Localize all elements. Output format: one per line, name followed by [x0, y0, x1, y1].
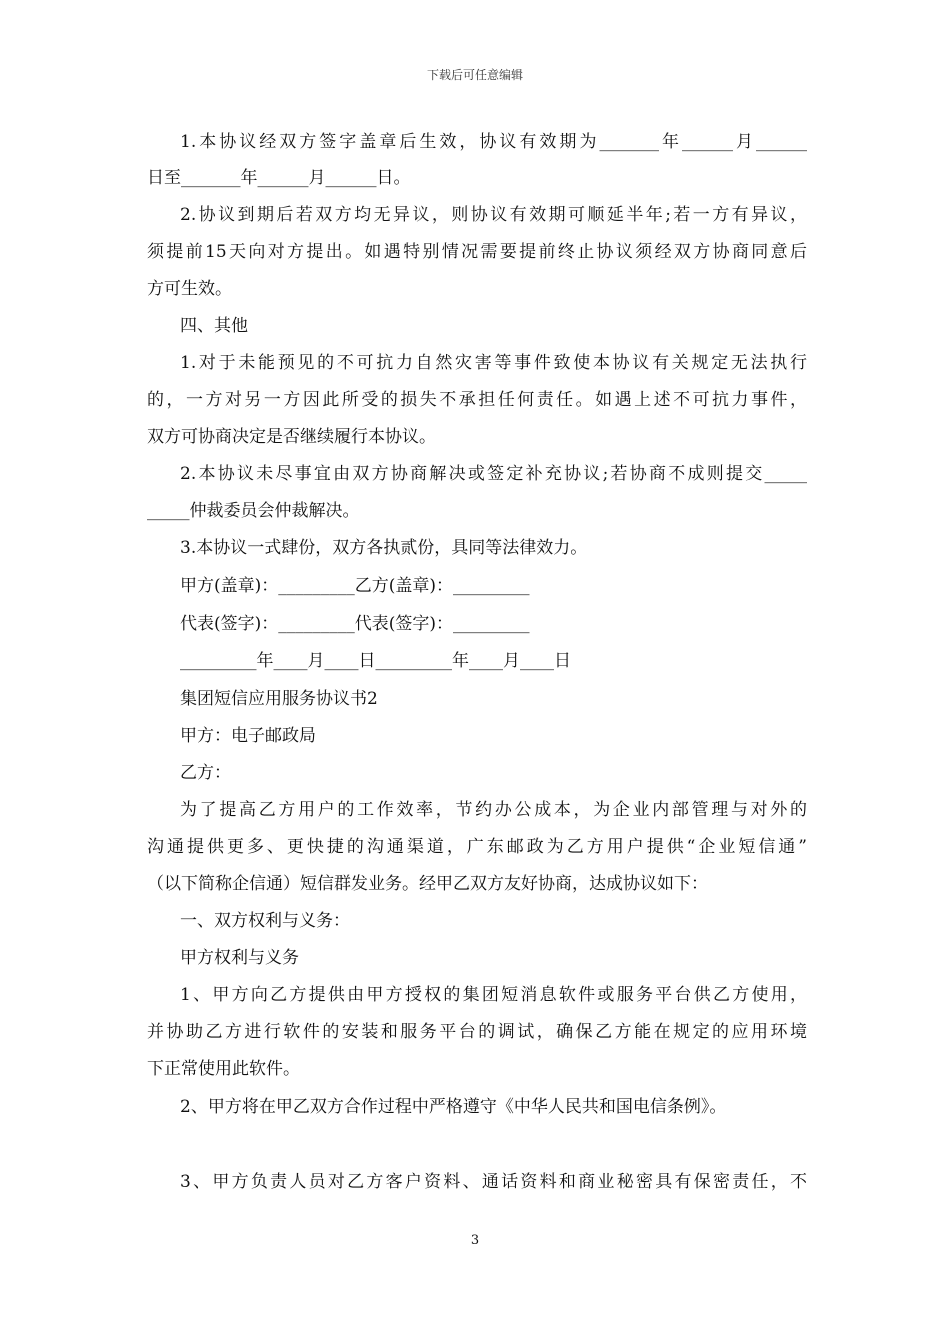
party-b-line: 乙方： [180, 763, 231, 783]
paragraph-line: 1.对于未能预见的不可抗力自然灾害等事件致使本协议有关规定无法执行 [180, 353, 807, 373]
party-a-line: 甲方：电子邮政局 [180, 726, 316, 746]
paragraph-line: 须提前15天向对方提出。如遇特别情况需要提前终止协议须经双方协商同意后 [147, 242, 807, 262]
paragraph-line: 日至_______年______月______日。 [147, 168, 411, 188]
paragraph-line: 并协助乙方进行软件的安装和服务平台的调试，确保乙方能在规定的应用环境 [147, 1022, 807, 1042]
paragraph-line: 沟通提供更多、更快捷的沟通渠道，广东邮政为乙方用户提供“企业短信通” [147, 837, 807, 857]
paragraph-line: 2、甲方将在甲乙双方合作过程中严格遵守《中华人民共和国电信条例》。 [180, 1097, 727, 1117]
signature-line-date: _________年____月____日_________年____月____日 [180, 651, 571, 671]
section-heading: 四、其他 [180, 316, 248, 336]
document-title: 集团短信应用服务协议书2 [180, 689, 378, 709]
page-header-note: 下载后可任意编辑 [426, 68, 523, 82]
paragraph-line: 的，一方对另一方因此所受的损失不承担任何责任。如遇上述不可抗力事件， [147, 390, 807, 410]
paragraph-line: 2.协议到期后若双方均无异议，则协议有效期可顺延半年;若一方有异议， [180, 205, 807, 225]
paragraph-line: 1、甲方向乙方提供由甲方授权的集团短消息软件或服务平台供乙方使用， [180, 985, 807, 1005]
signature-line-representative: 代表(签字)：_________代表(签字)：_________ [180, 614, 530, 634]
signature-line-seal: 甲方(盖章)：_________乙方(盖章)：_________ [180, 576, 530, 596]
paragraph-line: 下正常使用此软件。 [147, 1059, 300, 1079]
paragraph-line: 3、甲方负责人员对乙方客户资料、通话资料和商业秘密具有保密责任，不 [180, 1172, 807, 1192]
subsection-heading: 甲方权利与义务 [180, 948, 299, 968]
section-heading: 一、双方权利与义务： [180, 911, 350, 931]
paragraph-line: 1.本协议经双方签字盖章后生效，协议有效期为_______年______月______ [180, 132, 807, 152]
paragraph-line: 3.本协议一式肆份，双方各执贰份，具同等法律效力。 [180, 538, 588, 558]
paragraph-line: 2.本协议未尽事宜由双方协商解决或签定补充协议;若协商不成则提交_____ [180, 464, 807, 484]
page-number: 3 [470, 1233, 480, 1248]
paragraph-line: （以下简称企信通）短信群发业务。经甲乙双方友好协商，达成协议如下： [147, 874, 708, 894]
paragraph-line: 方可生效。 [147, 279, 232, 299]
paragraph-line: _____仲裁委员会仲裁解决。 [147, 501, 360, 521]
paragraph-line: 为了提高乙方用户的工作效率，节约办公成本，为企业内部管理与对外的 [180, 800, 807, 820]
paragraph-line: 双方可协商决定是否继续履行本协议。 [147, 427, 436, 447]
